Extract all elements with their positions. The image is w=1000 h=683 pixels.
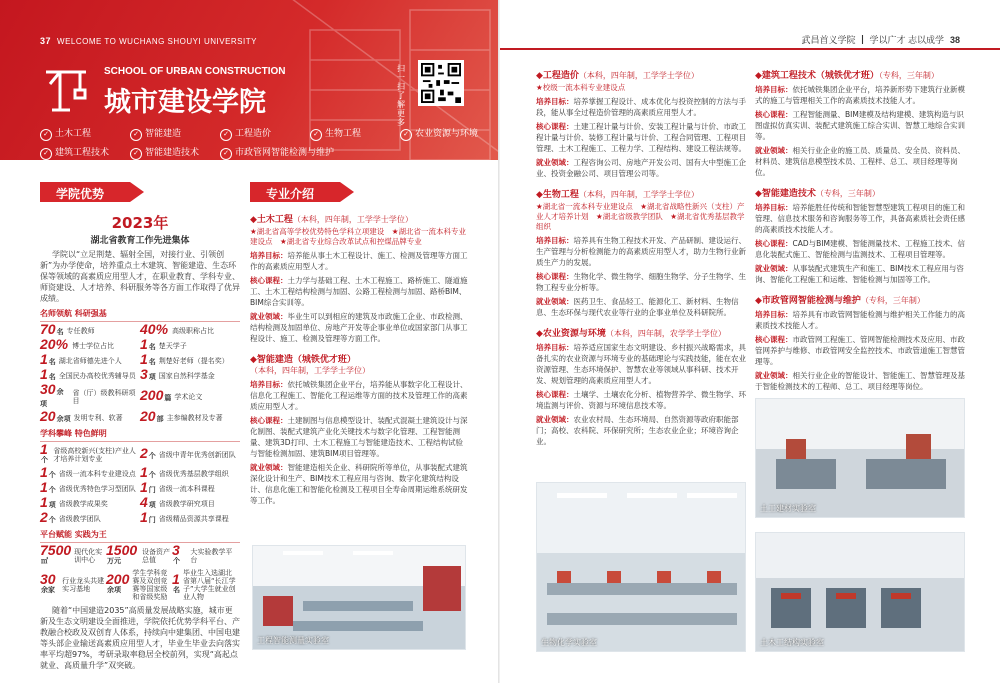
major-goal: 培养目标：培养能胜任传统和智能智慧型建筑工程项目的施工和管理、信息技术服务和咨询服务等工作，具备高素质社会责任感的高素质技术技能人才。 [755,203,965,234]
photo-caption: 生物化学实验室 [541,638,597,647]
lab-photo [755,532,965,652]
major-title: ◆智能建造（城铁优才班）（本科，四年制，工学学士学位） [250,355,370,375]
stat-label: 省级精品资源共享课程 [158,515,229,523]
qr-code-icon [421,63,461,103]
stat-item [140,321,240,337]
major-title: ◆土木工程（本科，四年制，工学学士学位） [250,215,413,225]
stat-item [140,336,240,352]
stat-number: 30余项 [40,381,64,408]
major-courses: 核心课程：土建工程计量与计价、安装工程计量与计价、市政工程计量与计价、装修工程计量与计价、工程合同管理、工程项目管理、土木工程施工、工程力学、工程结构、建设工程法规等。 [536,122,746,153]
stat-number: 200篇 [140,387,172,403]
major-item: ✓ 建筑工程技术 [40,145,130,160]
stat-item [40,464,140,480]
advantages-intro: 学院以“立足荆楚、辐射全国，对接行业、引领创新”为办学使命，培养重点土木建筑、智能建造、生态环保等领域的高素质应用型人才，在职业教育、学科专业、师资建设、人才培养、科研服务等各方面工作取得了优异成绩。 [40,250,240,303]
platform-heading: 平台赋能 实践为王 [40,529,240,543]
stat-number: 20余项 [40,408,71,424]
stat-label: 设备资产总值 [141,548,170,564]
stat-label: 省级优秀基层教学组织 [158,470,229,478]
photo-caption: 土木工结构实验室 [760,638,824,647]
major-block [536,68,746,179]
stat-item [40,351,140,367]
major-block [250,212,468,344]
major-goal: 培养目标：培养具有生物工程技术开发、产品研制、建设运行、生产管理与分析检测能力的高素质应用型人才，助力生物行业新质生产力的发展。 [536,236,746,267]
discipline-stats [40,441,240,525]
major-tags: ★湖北省高等学校优势特色学科立项建设 ★湖北省一流本科专业建设点 ★湖北省专业综合改革试点和控煤品牌专业 [250,227,466,246]
stat-label: 博士学位占比 [72,342,115,350]
lab-photo [536,482,746,652]
photo-caption: 工程智能测量实验室 [257,636,329,645]
stat-item [172,542,238,566]
running-head-motto: 学以广才 志以成学 [869,35,944,45]
right-page-number: 38 [949,35,960,45]
advantages-outro: 随着“中国建造2035”高质量发展战略实施，城市更新及生态文明建设全面推进，学院依托优势学科平台、产教融合校政及双创育人体系，持续向中建集团、中国电建等头部企业输送高素质应用型人才，毕业生毕业去向落实率平均超97%，考研录取率稳居全校前列，实现“高起点就业、高质量升学”双突破。 [40,606,240,670]
school-name-cn: 城市建设学院 [104,87,266,117]
stat-item [40,441,140,465]
staff-stats [40,321,240,424]
stat-label: 国家自然科学基金 [158,372,215,380]
qr-code [418,60,464,106]
school-name-en: SCHOOL OF URBAN CONSTRUCTION [104,66,286,77]
majors-list [40,126,480,160]
major-block [536,326,746,447]
major-block [755,186,965,285]
lab-photo-image [537,483,746,652]
stat-number: 1名 [40,366,56,382]
stat-item [40,494,140,510]
major-courses: 核心课程：土壤学、土壤农化分析、植物营养学、微生物学、环境监测与评价、资源与环境信息技术等。 [536,390,746,410]
crane-logo-icon [40,64,92,116]
stat-number: 40% [140,321,169,337]
stat-label: 楚天学子 [158,342,187,350]
stat-item [140,464,240,480]
stat-number: 20部 [140,408,164,424]
stat-label: 省级一流本科专业建设点 [58,470,136,478]
stat-item [40,509,140,525]
major-courses: 核心课程：工程智能测量、BIM建模及结构建模、建筑构造与识图虚拟仿真实训、装配式建筑施工综合实训、智慧工地综合实训等。 [755,110,965,141]
major-tags: ★湖北省一流本科专业建设点 ★湖北省战略性新兴（支柱）产业人才培养计划 ★湖北省级教学团队 ★湖北省优秀基层教学组织 [536,202,745,231]
right-column-b [755,64,965,400]
stat-number: 1门 [140,509,156,525]
stat-number: 2个 [140,445,156,461]
stat-number: 1名 [172,571,180,594]
major-item: ✓ 农业资源与环境 [400,126,500,141]
award-year: 2023年 [111,214,169,232]
major-courses: 核心课程：土建制图与信息模型设计、装配式混凝土建筑设计与深化制图、装配式建筑产业化关键技术与数字化管理、工程智能测量、建筑3D打印、土木工程施工与智能建造技术、工程结构试验与智能检测加固、建筑BIM项目管理等。 [250,416,468,458]
section-header-advantages: 学院优势 [40,182,130,202]
major-item: ✓ 土木工程 [40,126,130,141]
stat-number: 7500㎡ [40,542,72,565]
stat-item [140,509,240,525]
major-careers: 就业领域：从事装配式建筑生产和施工、BIM技术工程应用与咨询、智能化工程施工和运维、智能检测与加固等工作。 [755,264,964,284]
stat-label: 省（厅）级教科研项目 [72,389,136,405]
major-careers: 就业领域：相关行业企业的智能设计、智能施工、智慧管理及基于智能检测技术的工程师、总工、项目经理等岗位。 [755,371,965,391]
major-goal: 培养目标：培养适应国家生态文明建设、乡村振兴战略需求，具备扎实的农业资源与环境专业的基础理论与实践技能，能在农业资源管理、生态环境保护、智慧农业等领域从事科研、技术开发、规划管理的高素质应用型人才。 [536,343,746,385]
major-careers: 就业领域：农业农村局、生态环境局、自然资源等政府职能部门；高校、农科院、环保研究所；生态农业企业；环境咨询企业。 [536,415,739,446]
stat-item [40,569,106,601]
running-head-school: 武昌首义学院 [801,35,856,45]
major-title: ◆市政管网智能检测与维护（专科，三年制） [755,296,925,306]
stat-number: 70名 [40,321,64,337]
major-item: ✓ 生物工程 [310,126,400,141]
major-title: ◆智能建造技术（专科，三年制） [755,189,880,199]
major-title: ◆建筑工程技术（城铁优才班）（专科，三年制） [755,71,939,81]
stat-item [140,366,240,382]
major-careers: 就业领域：相关行业企业的施工员、质量员、安全员、资料员、材料员、建筑信息模型技术员、工程样、总工、项目经理等岗位。 [755,146,965,177]
stat-label: 行业龙头共建实习基地 [62,577,105,593]
stat-number: 1个 [40,441,48,464]
stat-number: 3个 [172,542,180,565]
stat-number: 1名 [40,351,56,367]
stat-number: 1门 [140,479,156,495]
lab-photo-image [756,399,965,518]
major-goal: 培养目标：依托城铁集团企业平台，培养能从事数字化工程设计、信息化工程施工、智能化工程运维等方面的技术及管理工作的高素质应用型人才。 [250,380,468,411]
major-item: ✓ 工程造价 [220,126,310,141]
photo-caption: 土工建材实验室 [760,504,816,513]
stat-item [140,408,240,424]
stat-item [140,385,240,409]
stat-number: 1项 [40,494,56,510]
right-page [500,0,1000,683]
stat-item [106,542,172,566]
stat-number: 1名 [140,336,156,352]
stat-item [172,569,238,601]
advantages-column [40,210,240,671]
stat-label: 发明专利、软著 [73,414,123,422]
major-careers: 就业领域：医药卫生、食品轻工、能源化工、新材料、生物信息、生态环保与现代农业等行业的企事业单位及科研院所。 [536,297,739,317]
major-courses: 核心课程：CAD与BIM建模、智能测量技术、工程施工技术、信息化装配式施工、智能检测与监测技术、工程项目管理等。 [755,239,965,259]
stat-label: 专任教师 [66,327,95,335]
major-goal: 培养目标：培养能从事土木工程设计、施工、检测及管理等方面工作的高素质应用型人才。 [250,251,468,271]
stat-number: 20% [40,336,69,352]
major-block [755,68,965,178]
stat-label: 毕业生入选湖北省第八届“长江学子”大学生就业创业人物 [183,569,236,601]
platform-stats [40,542,240,601]
stat-label: 全国民办高校优秀辅导员 [58,372,136,380]
major-careers: 就业领域：毕业生可以到相应的建筑及市政施工企业、市政检测、结构检测及加固单位、房地产开发等企事业单位或国家部门从事工程设计、施工、检测及管理等方面工作。 [250,312,468,343]
discipline-heading: 学科攀峰 特色鲜明 [40,428,240,442]
major-title: ◆农业资源与环境（本科，四年制，农学学士学位） [536,329,726,339]
lab-photo-image [756,533,965,652]
left-running-head: 37 WELCOME TO WUCHANG SHOUYI UNIVERSITY [40,36,257,46]
stat-number: 200余项 [106,571,130,594]
major-tags: ★校级一流本科专业建设点 [536,83,626,92]
stat-label: 湖北省师德先进个人 [58,357,122,365]
major-item: ✓ 智能建造 [130,126,220,141]
stat-item [106,569,172,601]
major-courses: 核心课程：市政管网工程施工、管网智能检测技术及应用、市政管网养护与维修、市政管网安全监控技术、市政管道施工智慧管理等。 [755,335,965,366]
major-careers: 就业领域：工程咨询公司、房地产开发公司、国有大中型施工企业、投资金融公司、项目管理公司等。 [536,158,746,178]
stat-number: 2个 [40,509,56,525]
majors-intro-column [250,208,468,514]
major-title: ◆工程造价（本科，四年制，工学学士学位） [536,71,699,81]
award-title: 湖北省教育工作先进集体 [90,236,190,246]
stat-label: 荆楚好老师（提名奖） [158,357,229,365]
header-band [0,0,500,160]
section-header-majors: 专业介绍 [250,182,340,202]
lab-photo [755,398,965,518]
stat-item [40,381,140,409]
staff-heading: 名师领航 科研强基 [40,308,240,322]
stat-item [40,336,140,352]
stat-number: 1500万元 [106,542,138,565]
stat-item [40,479,140,495]
lab-photo [252,545,466,650]
stat-item [40,542,106,566]
stat-item [140,494,240,510]
major-courses: 核心课程：生物化学、微生物学、细胞生物学、分子生物学、生物工程专业分析等。 [536,272,746,292]
stat-label: 省级高校新兴(支柱)产业人才培养计划专业 [53,447,136,463]
stat-item [40,408,140,424]
stat-number: 30余家 [40,571,56,594]
stat-label: 大实验教学平台 [190,548,233,564]
major-item: ✓ 智能建造技术 [130,145,220,160]
stat-label: 省级教学研究项目 [158,500,215,508]
stat-label: 学生学科竞赛及双创竞赛等国家级和省级奖励 [132,569,168,601]
right-column-a [536,64,746,455]
stat-item [140,445,240,465]
stat-label: 省级优秀特色学习型团队 [58,485,136,493]
right-running-head: 武昌首义学院 ┃ 学以广才 志以成学 38 [500,28,1000,50]
stat-label: 省级教学团队 [58,515,101,523]
stat-number: 1个 [40,479,56,495]
stat-label: 主参编教材及专著 [166,414,223,422]
major-goal: 培养目标：依托城铁集团企业平台，培养新形势下建筑行业新模式的施工与管理相关工作的高素质技术技能人才。 [755,85,965,105]
major-block [536,187,746,318]
qr-label: 扫一扫了解更多 [397,64,405,127]
major-item: ✓ 市政管网智能检测与维护 [220,145,400,160]
major-goal: 培养目标：培养掌握工程设计、成本优化与投资控制的方法与手段，能从事全过程造价管理的高素质应用型人才。 [536,97,746,117]
stat-number: 1个 [140,464,156,480]
stat-number: 1名 [140,351,156,367]
major-block [755,293,965,392]
stat-item [140,351,240,367]
stat-item [140,479,240,495]
stat-number: 3项 [140,366,156,382]
stat-label: 省级中青年优秀创新团队 [158,451,236,459]
stat-label: 省级教学成果奖 [58,500,108,508]
stat-number: 4项 [140,494,156,510]
stat-label: 现代化实训中心 [74,548,103,564]
major-block [250,352,468,506]
stat-number: 1个 [40,464,56,480]
stat-label: 高级职称占比 [172,327,215,335]
major-courses: 核心课程：土力学与基础工程、土木工程施工、路桥施工、隧道施工、土木工程结构检测与加固、公路工程检测与加固、路桥BIM、BIM综合实训等。 [250,276,468,307]
major-goal: 培养目标：培养具有市政管网智能检测与维护相关工作能力的高素质技术技能人才。 [755,310,965,330]
stat-label: 学术论文 [174,393,203,401]
major-title: ◆生物工程（本科，四年制，工学学士学位） [536,190,699,200]
major-careers: 就业领域：智能建造相关企业、科研院所等单位，从事装配式建筑深化设计和生产、BIM技术工程应用与咨询、数字化建筑结构设计、信息化施工和智能化检测及工程项目全寿命周期运维系统研发等工作。 [250,463,468,505]
stat-label: 省级一流本科课程 [158,485,215,493]
